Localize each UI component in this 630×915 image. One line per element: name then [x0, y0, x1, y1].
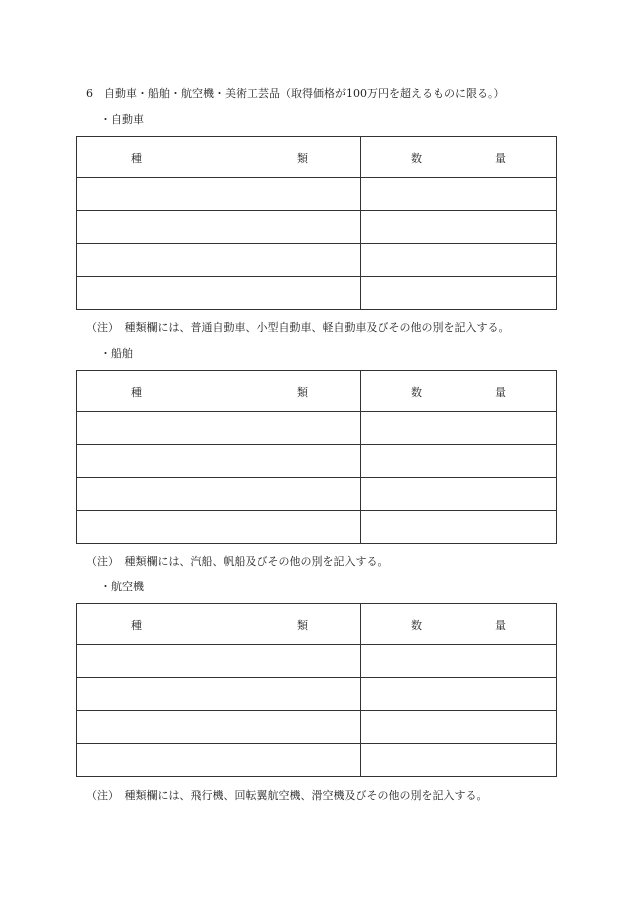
section-title-aircraft: ・航空機 — [100, 580, 144, 593]
quantity-header: 数 量 — [361, 371, 557, 412]
section-title-automobile: ・自動車 — [100, 113, 144, 126]
section-title-ship: ・船舶 — [100, 347, 133, 360]
table-header-row — [77, 604, 557, 645]
ship-note: （注） 種類欄には、汽船、帆船及びその他の別を記入する。 — [86, 555, 389, 568]
quantity-header: 数 量 — [361, 137, 557, 178]
table-header-row — [77, 371, 557, 412]
table-row — [77, 744, 557, 777]
kind-cell[interactable] — [77, 445, 361, 478]
quantity-cell[interactable] — [361, 244, 557, 277]
ship-table — [76, 370, 557, 544]
quantity-header: 数 量 — [361, 604, 557, 645]
aircraft-note: （注） 種類欄には、飛行機、回転翼航空機、滑空機及びその他の別を記入する。 — [86, 789, 488, 802]
quantity-cell[interactable] — [361, 478, 557, 511]
kind-cell[interactable] — [77, 277, 361, 310]
quantity-cell[interactable] — [361, 277, 557, 310]
table-row — [77, 511, 557, 544]
kind-cell[interactable] — [77, 511, 361, 544]
quantity-cell[interactable] — [361, 744, 557, 777]
kind-cell[interactable] — [77, 178, 361, 211]
kind-header: 種 類 — [77, 604, 361, 645]
automobile-table — [76, 136, 557, 310]
quantity-cell[interactable] — [361, 445, 557, 478]
kind-cell[interactable] — [77, 678, 361, 711]
kind-cell[interactable] — [77, 478, 361, 511]
table-row — [77, 412, 557, 445]
automobile-note: （注） 種類欄には、普通自動車、小型自動車、軽自動車及びその他の別を記入する。 — [86, 321, 510, 334]
table-row — [77, 711, 557, 744]
quantity-cell[interactable] — [361, 645, 557, 678]
table-row — [77, 211, 557, 244]
table-row — [77, 478, 557, 511]
quantity-cell[interactable] — [361, 711, 557, 744]
kind-cell[interactable] — [77, 211, 361, 244]
table-header-row — [77, 137, 557, 178]
quantity-cell[interactable] — [361, 211, 557, 244]
aircraft-table — [76, 603, 557, 777]
kind-cell[interactable] — [77, 744, 361, 777]
kind-header: 種 類 — [77, 371, 361, 412]
kind-cell[interactable] — [77, 412, 361, 445]
table-row — [77, 244, 557, 277]
table-row — [77, 645, 557, 678]
table-row — [77, 678, 557, 711]
kind-header: 種 類 — [77, 137, 361, 178]
table-row — [77, 445, 557, 478]
kind-cell[interactable] — [77, 711, 361, 744]
section-heading: 6 自動車・船舶・航空機・美術工芸品（取得価格が100万円を超えるものに限る。） — [86, 87, 505, 100]
table-row — [77, 178, 557, 211]
quantity-cell[interactable] — [361, 178, 557, 211]
quantity-cell[interactable] — [361, 412, 557, 445]
kind-cell[interactable] — [77, 645, 361, 678]
kind-cell[interactable] — [77, 244, 361, 277]
table-row — [77, 277, 557, 310]
quantity-cell[interactable] — [361, 511, 557, 544]
quantity-cell[interactable] — [361, 678, 557, 711]
